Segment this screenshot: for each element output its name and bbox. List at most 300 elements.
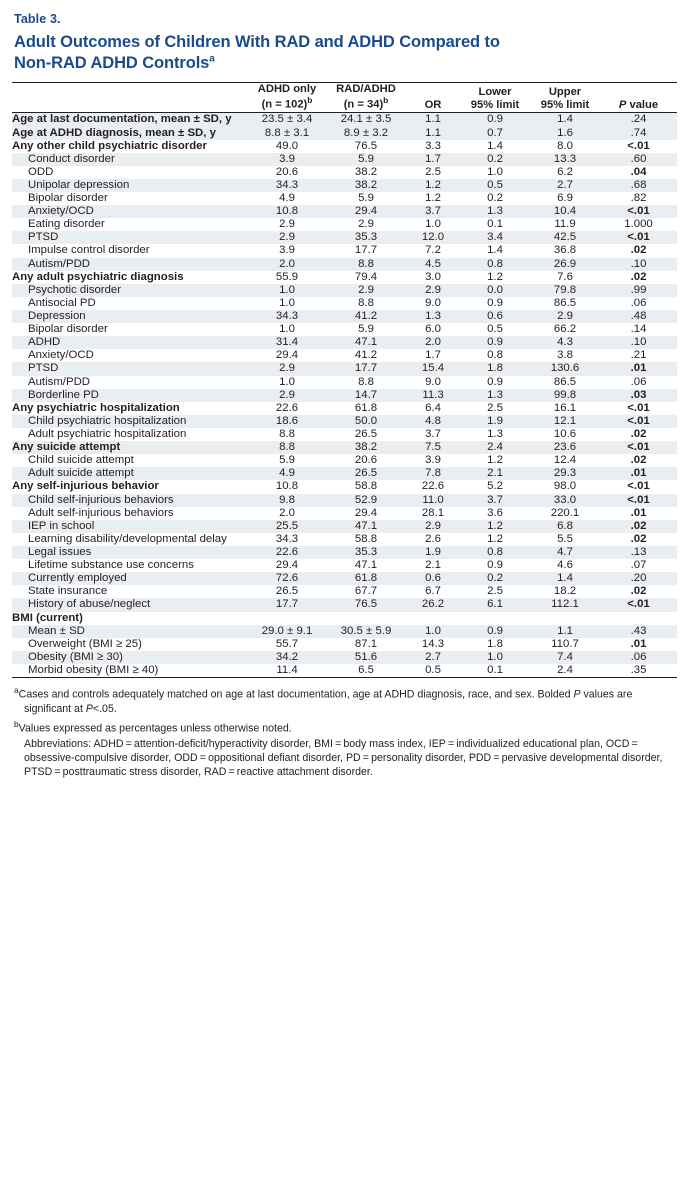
cell-adhd-only: 55.9 — [275, 270, 299, 283]
cell-upper-limit: 86.5 — [553, 375, 577, 388]
cell-upper-limit: 6.8 — [530, 520, 600, 533]
cell-p-value: .82 — [630, 192, 647, 205]
row-label: Autism/PDD — [28, 375, 91, 388]
abbr-line-3: PD = personality disorder, PDD = pervasive developmental disorder, PTSD = posttraumatic stress — [24, 752, 663, 778]
cell-adhd-only: 23.5 ± 3.4 — [248, 113, 326, 127]
cell-odds-ratio: 2.5 — [425, 165, 441, 178]
cell-adhd-only: 18.6 — [248, 415, 326, 428]
table-row — [12, 454, 677, 467]
cell-rad-adhd: 5.9 — [358, 192, 374, 205]
row-label: Currently employed — [12, 572, 248, 585]
cell-p-value: .01 — [630, 506, 647, 519]
cell-odds-ratio: 1.7 — [406, 153, 460, 166]
cell-rad-adhd: 47.1 — [326, 336, 406, 349]
cell-rad-adhd: 58.8 — [354, 532, 378, 545]
row-label: Antisocial PD — [28, 296, 96, 309]
cell-rad-adhd: 8.8 — [358, 296, 374, 309]
cell-p-value: .35 — [600, 664, 677, 678]
cell-adhd-only: 25.5 — [248, 520, 326, 533]
table-row — [12, 664, 677, 678]
cell-adhd-only: 10.8 — [248, 205, 326, 218]
row-label: Morbid obesity (BMI ≥ 40) — [12, 664, 248, 678]
table-row — [12, 494, 677, 507]
footnote-a — [14, 685, 677, 716]
cell-p-value: <.01 — [627, 480, 650, 493]
cell-rad-adhd: 79.4 — [354, 270, 378, 283]
row-label: Learning disability/developmental delay — [28, 532, 227, 545]
cell-lower-limit: 1.0 — [460, 651, 530, 664]
cell-upper-limit: 18.2 — [553, 585, 577, 598]
row-label: Autism/PDD — [12, 258, 248, 271]
cell-p-value: <.01 — [600, 231, 677, 244]
row-label: Depression — [12, 310, 248, 323]
row-label: PTSD — [12, 231, 248, 244]
cell-upper-limit: 130.6 — [530, 362, 600, 375]
cell-adhd-only: 20.6 — [275, 165, 299, 178]
row-label: Adult psychiatric hospitalization — [28, 428, 187, 441]
cell-lower-limit: 0.2 — [460, 572, 530, 585]
row-label: Child self-injurious behaviors — [12, 494, 248, 507]
cell-upper-limit: 6.9 — [557, 192, 573, 205]
cell-lower-limit: 1.0 — [487, 165, 503, 178]
cell-adhd-only: 2.9 — [248, 362, 326, 375]
cell-adhd-only: 4.9 — [248, 467, 326, 480]
cell-odds-ratio: 1.0 — [406, 625, 460, 638]
table-row — [12, 231, 677, 244]
cell-p-value: .02 — [630, 585, 647, 598]
cell-lower-limit: 0.1 — [487, 218, 503, 231]
cell-p-value: .13 — [600, 546, 677, 559]
cell-p-value: .02 — [630, 270, 647, 283]
cell-adhd-only: 34.3 — [248, 179, 326, 192]
cell-lower-limit: 1.3 — [460, 389, 530, 402]
cell-lower-limit: 1.2 — [460, 520, 530, 533]
table-row — [12, 389, 677, 402]
cell-upper-limit: 8.0 — [557, 139, 573, 152]
column-header-p-rest: value — [626, 99, 659, 112]
cell-odds-ratio: 14.3 — [421, 637, 445, 650]
row-label: Age at last documentation, mean ± SD, y — [12, 113, 248, 127]
cell-adhd-only: 1.0 — [279, 323, 295, 336]
table-row — [12, 166, 677, 179]
cell-p-value: .02 — [630, 428, 647, 441]
table-row — [12, 362, 677, 375]
cell-upper-limit: 42.5 — [530, 231, 600, 244]
column-header-upper-limit — [530, 83, 600, 113]
cell-rad-adhd — [326, 612, 406, 625]
cell-lower-limit: 0.8 — [487, 349, 503, 362]
table-row — [12, 638, 677, 651]
cell-rad-adhd: 67.7 — [354, 585, 378, 598]
row-label: Overweight (BMI ≥ 25) — [28, 637, 142, 650]
table-title-line-1: Adult Outcomes of Children With RAD and ADHD Compared to — [14, 33, 500, 51]
cell-odds-ratio: 2.7 — [406, 651, 460, 664]
cell-rad-adhd: 6.5 — [326, 664, 406, 678]
cell-odds-ratio: 6.4 — [425, 401, 441, 414]
row-label: Mean ± SD — [12, 625, 248, 638]
cell-lower-limit: 3.6 — [487, 506, 503, 519]
cell-upper-limit: 6.2 — [557, 165, 573, 178]
table-row — [12, 218, 677, 231]
footnote-a-text-3: values are significant at — [24, 688, 633, 715]
cell-p-value: .48 — [600, 310, 677, 323]
row-label: Adult self-injurious behaviors — [28, 506, 174, 519]
cell-odds-ratio: 1.1 — [406, 113, 460, 127]
outcomes-table — [12, 82, 677, 678]
row-label: Any self-injurious behavior — [12, 480, 159, 493]
cell-adhd-only: 11.4 — [248, 664, 326, 678]
cell-lower-limit: 5.2 — [487, 480, 503, 493]
cell-p-value: .21 — [630, 349, 647, 362]
cell-lower-limit: 0.6 — [460, 310, 530, 323]
row-label: ADHD — [12, 336, 248, 349]
cell-p-value: <.01 — [600, 494, 677, 507]
cell-odds-ratio: 4.8 — [406, 415, 460, 428]
cell-rad-adhd: 20.6 — [354, 454, 378, 467]
cell-lower-limit: 1.8 — [487, 637, 503, 650]
cell-adhd-only: 29.4 — [275, 349, 299, 362]
row-label: History of abuse/neglect — [12, 598, 248, 611]
column-header-or: OR — [406, 83, 460, 113]
cell-adhd-only: 55.7 — [275, 637, 299, 650]
cell-odds-ratio: 1.2 — [425, 192, 441, 205]
footnote-abbreviations — [14, 738, 677, 780]
row-label: Child suicide attempt — [28, 454, 134, 467]
cell-lower-limit: 1.2 — [487, 454, 503, 467]
cell-adhd-only: 1.0 — [279, 296, 295, 309]
cell-odds-ratio: 7.5 — [406, 441, 460, 454]
table-row — [12, 140, 677, 153]
column-header-adhd-only-line2: (n = 102) — [261, 99, 308, 112]
cell-adhd-only: 34.3 — [248, 310, 326, 323]
cell-odds-ratio: 1.7 — [425, 349, 441, 362]
row-label: Borderline PD — [12, 389, 248, 402]
cell-p-value: .99 — [600, 284, 677, 297]
cell-rad-adhd: 17.7 — [354, 244, 378, 257]
table-row — [12, 467, 677, 480]
table-number-label: Table 3. — [14, 12, 61, 26]
cell-p-value: .68 — [600, 179, 677, 192]
table-row — [12, 598, 677, 611]
cell-odds-ratio: 7.8 — [406, 467, 460, 480]
table-row — [12, 192, 677, 205]
cell-lower-limit — [460, 612, 530, 625]
cell-upper-limit: 98.0 — [553, 480, 577, 493]
cell-rad-adhd: 41.2 — [326, 310, 406, 323]
table-row — [12, 559, 677, 572]
cell-lower-limit: 0.9 — [460, 625, 530, 638]
cell-adhd-only: 2.0 — [248, 258, 326, 271]
cell-upper-limit: 99.8 — [530, 389, 600, 402]
cell-odds-ratio: 9.0 — [425, 375, 441, 388]
cell-upper-limit: 7.6 — [557, 270, 573, 283]
cell-p-value: .06 — [630, 296, 647, 309]
cell-adhd-only: 17.7 — [248, 598, 326, 611]
cell-upper-limit: 1.1 — [530, 625, 600, 638]
cell-upper-limit: 110.7 — [551, 637, 579, 650]
cell-p-value: .03 — [600, 389, 677, 402]
cell-upper-limit: 13.3 — [530, 153, 600, 166]
abbr-line-1: Abbreviations: ADHD = attention-deficit/hyperactivity disorder, BMI = body mass index, IEP = individualized — [24, 738, 520, 751]
cell-p-value: .02 — [630, 244, 647, 257]
cell-adhd-only: 26.5 — [275, 585, 299, 598]
cell-upper-limit: 1.4 — [530, 113, 600, 127]
row-label: Eating disorder — [28, 218, 105, 231]
cell-upper-limit: 23.6 — [530, 441, 600, 454]
table-row — [12, 349, 677, 362]
cell-upper-limit: 11.9 — [554, 218, 576, 231]
cell-odds-ratio — [406, 612, 460, 625]
cell-rad-adhd: 76.5 — [326, 598, 406, 611]
cell-upper-limit: 33.0 — [530, 494, 600, 507]
cell-adhd-only: 34.3 — [275, 532, 299, 545]
cell-lower-limit: 1.8 — [460, 362, 530, 375]
table-body — [12, 113, 677, 678]
column-header-adhd-only-line1: ADHD only — [257, 83, 317, 96]
table-row — [12, 127, 677, 140]
cell-odds-ratio: 3.3 — [425, 139, 441, 152]
cell-lower-limit: 0.9 — [487, 296, 503, 309]
column-header-rad-adhd-line1: RAD/ADHD — [336, 83, 396, 96]
table-row — [12, 480, 677, 493]
row-label: Conduct disorder — [12, 153, 248, 166]
cell-rad-adhd: 38.2 — [354, 165, 378, 178]
table-row — [12, 271, 677, 284]
column-header-upper-line2: 95% limit — [540, 99, 590, 112]
column-header-rad-adhd-line2: (n = 34) — [343, 99, 384, 112]
abbr-line-2: educational plan, OCD = obsessive-compulsive disorder, ODD = oppositional defiant disorder, — [24, 738, 640, 765]
cell-odds-ratio: 6.7 — [425, 585, 441, 598]
cell-adhd-only: 5.9 — [279, 454, 295, 467]
cell-lower-limit: 3.4 — [460, 231, 530, 244]
cell-p-value: .06 — [600, 651, 677, 664]
footnote-a-mark: a — [14, 685, 19, 696]
table-row — [12, 402, 677, 415]
cell-upper-limit: 12.1 — [530, 415, 600, 428]
cell-p-value: <.01 — [600, 415, 677, 428]
cell-upper-limit: 79.8 — [530, 284, 600, 297]
cell-p-value: .02 — [600, 520, 677, 533]
cell-rad-adhd: 87.1 — [354, 637, 378, 650]
cell-upper-limit: 5.5 — [557, 532, 573, 545]
cell-lower-limit: 2.5 — [487, 401, 503, 414]
cell-rad-adhd: 29.4 — [354, 506, 378, 519]
cell-odds-ratio: 2.6 — [425, 532, 441, 545]
cell-lower-limit: 0.7 — [460, 127, 530, 140]
cell-adhd-only: 22.6 — [275, 401, 299, 414]
cell-lower-limit: 0.0 — [460, 284, 530, 297]
cell-odds-ratio: 6.0 — [425, 323, 441, 336]
cell-adhd-only: 3.9 — [248, 153, 326, 166]
table-row — [12, 153, 677, 166]
cell-odds-ratio: 11.0 — [406, 494, 460, 507]
cell-p-value: <.01 — [627, 139, 650, 152]
cell-upper-limit: 36.8 — [553, 244, 577, 257]
cell-upper-limit: 10.6 — [553, 428, 577, 441]
cell-odds-ratio: 15.4 — [406, 362, 460, 375]
table-row — [12, 585, 677, 598]
cell-lower-limit: 0.5 — [460, 179, 530, 192]
table-row — [12, 533, 677, 546]
row-label: Lifetime substance use concerns — [28, 559, 194, 572]
cell-odds-ratio: 4.5 — [406, 258, 460, 271]
row-label: Age at ADHD diagnosis, mean ± SD, y — [12, 127, 248, 140]
cell-p-value: <.01 — [627, 401, 650, 414]
column-header-upper-line1: Upper — [548, 85, 582, 98]
cell-rad-adhd: 29.4 — [326, 205, 406, 218]
cell-rad-adhd: 8.8 — [358, 375, 374, 388]
row-label: PTSD — [12, 362, 248, 375]
row-label: Psychotic disorder — [12, 284, 248, 297]
table-header — [12, 83, 677, 113]
cell-odds-ratio: 9.0 — [425, 296, 441, 309]
cell-upper-limit: 4.7 — [530, 546, 600, 559]
column-header-adhd-only-footnote-mark: b — [307, 95, 313, 106]
cell-rad-adhd: 61.8 — [354, 401, 378, 414]
cell-odds-ratio: 22.6 — [421, 480, 445, 493]
cell-odds-ratio: 1.0 — [425, 218, 441, 231]
cell-p-value: .60 — [600, 153, 677, 166]
cell-lower-limit: 0.2 — [487, 192, 503, 205]
table-header-row — [12, 83, 677, 113]
table-row — [12, 415, 677, 428]
cell-adhd-only: 34.2 — [248, 651, 326, 664]
cell-upper-limit: 12.4 — [553, 454, 577, 467]
cell-rad-adhd: 76.5 — [354, 139, 378, 152]
cell-odds-ratio: 7.2 — [425, 244, 441, 257]
cell-adhd-only — [248, 612, 326, 625]
cell-adhd-only: 2.9 — [248, 231, 326, 244]
row-label: Any psychiatric hospitalization — [12, 401, 180, 414]
row-label: IEP in school — [12, 520, 248, 533]
cell-adhd-only: 29.0 ± 9.1 — [248, 625, 326, 638]
cell-rad-adhd: 30.5 ± 5.9 — [326, 625, 406, 638]
cell-adhd-only: 1.0 — [248, 284, 326, 297]
cell-rad-adhd: 51.6 — [326, 651, 406, 664]
cell-lower-limit: 1.3 — [460, 205, 530, 218]
cell-p-value: .10 — [600, 258, 677, 271]
row-label: BMI (current) — [12, 611, 83, 624]
row-label: Bipolar disorder — [28, 192, 108, 205]
cell-p-value: 1.000 — [624, 218, 653, 231]
cell-rad-adhd: 5.9 — [358, 323, 374, 336]
table-row — [12, 546, 677, 559]
cell-rad-adhd: 50.0 — [326, 415, 406, 428]
cell-adhd-only: 31.4 — [248, 336, 326, 349]
cell-lower-limit: 1.2 — [487, 532, 503, 545]
cell-adhd-only: 8.8 ± 3.1 — [248, 127, 326, 140]
cell-adhd-only: 72.6 — [248, 572, 326, 585]
cell-lower-limit: 6.1 — [460, 598, 530, 611]
table-row — [12, 179, 677, 192]
table-title — [14, 32, 677, 74]
footnote-a-text-2: sex. Bolded — [515, 688, 574, 701]
cell-odds-ratio: 0.5 — [406, 664, 460, 678]
cell-p-value: .07 — [630, 559, 647, 572]
cell-lower-limit: 0.8 — [460, 258, 530, 271]
cell-lower-limit: 0.9 — [460, 113, 530, 127]
cell-odds-ratio: 26.2 — [406, 598, 460, 611]
cell-p-value: .43 — [600, 625, 677, 638]
cell-lower-limit: 2.4 — [460, 441, 530, 454]
cell-p-value: .14 — [630, 323, 647, 336]
cell-p-value: .10 — [600, 336, 677, 349]
table-row — [12, 336, 677, 349]
cell-adhd-only: 8.8 — [279, 428, 295, 441]
abbr-line-4: disorder, RAD = reactive attachment disorder. — [160, 766, 373, 778]
cell-p-value: <.01 — [600, 441, 677, 454]
column-header-lower-limit — [460, 83, 530, 113]
cell-rad-adhd: 35.3 — [326, 231, 406, 244]
row-label: Impulse control disorder — [28, 244, 150, 257]
cell-upper-limit: 3.8 — [557, 349, 573, 362]
cell-odds-ratio: 1.2 — [406, 179, 460, 192]
cell-p-value: <.01 — [600, 205, 677, 218]
cell-p-value: .01 — [600, 467, 677, 480]
cell-lower-limit: 1.2 — [487, 270, 503, 283]
table-row — [12, 625, 677, 638]
cell-lower-limit: 2.5 — [487, 585, 503, 598]
cell-p-value: .04 — [630, 165, 647, 178]
row-label: State insurance — [28, 585, 108, 598]
cell-lower-limit: 0.5 — [487, 323, 503, 336]
cell-upper-limit: 26.9 — [530, 258, 600, 271]
cell-adhd-only: 49.0 — [275, 139, 299, 152]
cell-p-value: .01 — [630, 637, 647, 650]
table-row — [12, 428, 677, 441]
cell-upper-limit: 10.4 — [530, 205, 600, 218]
cell-rad-adhd: 17.7 — [326, 362, 406, 375]
table-row — [12, 244, 677, 257]
cell-rad-adhd: 8.8 — [326, 258, 406, 271]
table-row — [12, 297, 677, 310]
cell-lower-limit: 0.2 — [460, 153, 530, 166]
cell-lower-limit: 1.4 — [487, 244, 503, 257]
cell-odds-ratio: 3.7 — [425, 428, 441, 441]
column-header-adhd-only — [248, 83, 326, 113]
cell-upper-limit: 86.5 — [553, 296, 577, 309]
row-label: Any adult psychiatric diagnosis — [12, 270, 184, 283]
row-label: Bipolar disorder — [28, 323, 108, 336]
cell-odds-ratio: 3.7 — [406, 205, 460, 218]
cell-lower-limit: 1.3 — [487, 428, 503, 441]
cell-adhd-only: 8.8 — [248, 441, 326, 454]
cell-rad-adhd: 41.2 — [354, 349, 378, 362]
table-row — [12, 520, 677, 533]
table-row — [12, 323, 677, 336]
table-row — [12, 284, 677, 297]
cell-lower-limit: 0.1 — [460, 664, 530, 678]
cell-odds-ratio: 28.1 — [421, 506, 445, 519]
row-label: Legal issues — [12, 546, 248, 559]
row-label: Any other child psychiatric disorder — [12, 139, 207, 152]
cell-odds-ratio: 1.9 — [406, 546, 460, 559]
cell-p-value: .20 — [600, 572, 677, 585]
table-row — [12, 441, 677, 454]
table-row — [12, 310, 677, 323]
cell-odds-ratio: 12.0 — [406, 231, 460, 244]
cell-upper-limit: 220.1 — [550, 506, 580, 519]
footnote-b-text: Values expressed as percentages unless otherwise noted. — [18, 722, 292, 735]
cell-adhd-only: 3.9 — [279, 244, 295, 257]
table-title-line-2: Non-RAD ADHD Controls — [14, 54, 210, 73]
cell-p-value: .06 — [630, 375, 647, 388]
cell-odds-ratio: 3.0 — [425, 270, 441, 283]
column-header-p-italic: P — [618, 99, 627, 112]
table-row — [12, 572, 677, 585]
cell-rad-adhd: 52.9 — [326, 494, 406, 507]
row-label: Anxiety/OCD — [28, 349, 94, 362]
